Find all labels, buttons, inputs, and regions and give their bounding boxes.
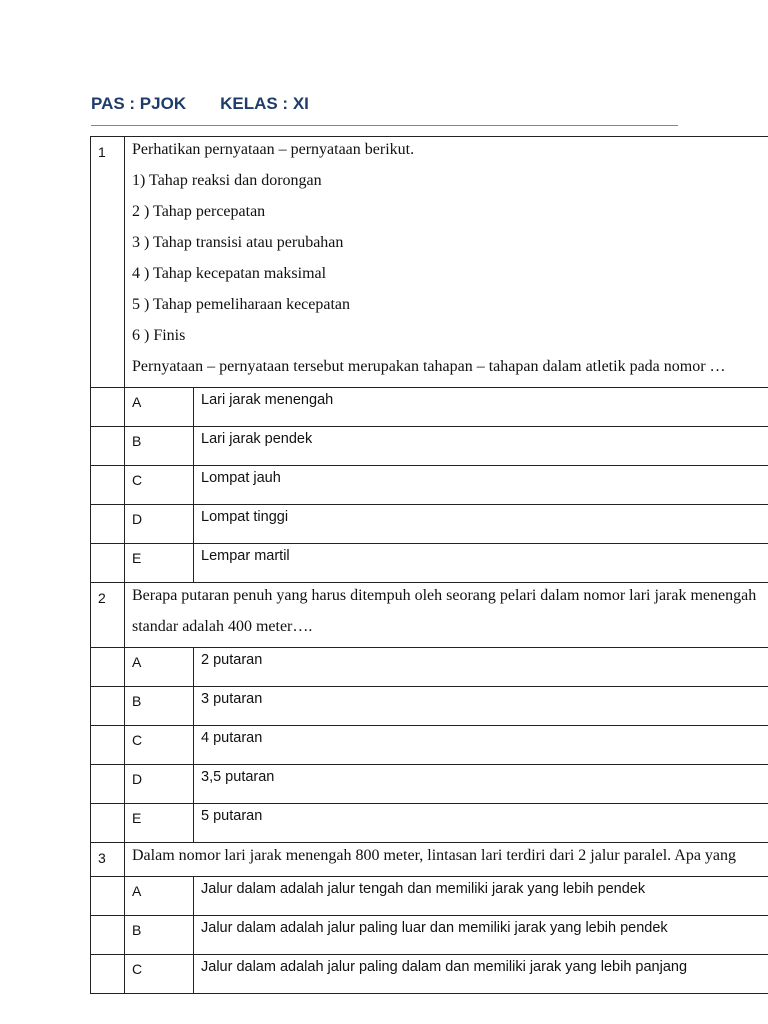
option-text: Jalur dalam adalah jalur paling dalam dan memiliki jarak yang lebih panjang xyxy=(194,955,768,994)
answer-option-row xyxy=(91,726,768,765)
empty-cell xyxy=(91,804,125,843)
option-letter: E xyxy=(125,544,194,583)
question-number: 3 xyxy=(91,843,125,877)
question-number: 2 xyxy=(91,583,125,648)
option-text: Lompat tinggi xyxy=(194,505,768,544)
option-text: Jalur dalam adalah jalur paling luar dan memiliki jarak yang lebih pendek xyxy=(194,916,768,955)
option-letter: C xyxy=(125,955,194,994)
option-letter: A xyxy=(125,388,194,427)
question-number: 1 xyxy=(91,137,125,388)
empty-cell xyxy=(91,466,125,505)
question-line: 3 ) Tahap transisi atau perubahan xyxy=(132,234,344,251)
option-text: Lompat jauh xyxy=(194,466,768,505)
question-text xyxy=(125,843,768,877)
answer-option-row xyxy=(91,505,768,544)
option-letter: C xyxy=(125,466,194,505)
empty-cell xyxy=(91,916,125,955)
option-letter: D xyxy=(125,505,194,544)
question-line: Berapa putaran penuh yang harus ditempuh oleh seorang pelari dalam nomor lari jarak menengah xyxy=(132,587,757,604)
answer-option-row xyxy=(91,466,768,505)
answer-option-row xyxy=(91,544,768,583)
answer-option-row xyxy=(91,427,768,466)
answer-option-row xyxy=(91,648,768,687)
option-letter: C xyxy=(125,726,194,765)
option-letter: B xyxy=(125,427,194,466)
empty-cell xyxy=(91,544,125,583)
option-text: 3 putaran xyxy=(194,687,768,726)
answer-option-row xyxy=(91,955,768,994)
option-text: 5 putaran xyxy=(194,804,768,843)
empty-cell xyxy=(91,388,125,427)
empty-cell xyxy=(91,427,125,466)
question-line: 6 ) Finis xyxy=(132,327,186,344)
answer-option-row xyxy=(91,687,768,726)
option-text: Lempar martil xyxy=(194,544,768,583)
option-letter: A xyxy=(125,648,194,687)
empty-cell xyxy=(91,765,125,804)
class-label: KELAS : XI xyxy=(220,94,309,113)
question-line: 1) Tahap reaksi dan dorongan xyxy=(132,172,322,189)
subject-label: PAS : PJOK xyxy=(91,94,187,113)
answer-option-row xyxy=(91,765,768,804)
question-row xyxy=(91,843,768,877)
option-text: 4 putaran xyxy=(194,726,768,765)
question-line: 2 ) Tahap percepatan xyxy=(132,203,266,220)
option-letter: D xyxy=(125,765,194,804)
question-text xyxy=(125,137,768,388)
question-row xyxy=(91,137,768,388)
option-letter: A xyxy=(125,877,194,916)
question-line: Dalam nomor lari jarak menengah 800 meter, lintasan lari terdiri dari 2 jalur paralel. Apa yang xyxy=(132,847,737,864)
question-row xyxy=(91,583,768,648)
option-letter: B xyxy=(125,687,194,726)
document-header xyxy=(91,94,309,114)
question-line: standar adalah 400 meter…. xyxy=(132,618,313,635)
answer-option-row xyxy=(91,916,768,955)
question-line: 5 ) Tahap pemeliharaan kecepatan xyxy=(132,296,351,313)
option-letter: B xyxy=(125,916,194,955)
empty-cell xyxy=(91,505,125,544)
empty-cell xyxy=(91,687,125,726)
question-line: Pernyataan – pernyataan tersebut merupakan tahapan – tahapan dalam atletik pada nomor … xyxy=(132,358,726,375)
answer-option-row xyxy=(91,877,768,916)
question-line: 4 ) Tahap kecepatan maksimal xyxy=(132,265,327,282)
question-table xyxy=(90,136,768,994)
option-text: Lari jarak menengah xyxy=(194,388,768,427)
answer-option-row xyxy=(91,804,768,843)
header-divider xyxy=(91,125,678,126)
question-text xyxy=(125,583,768,648)
question-line: Perhatikan pernyataan – pernyataan berikut. xyxy=(132,141,415,158)
answer-option-row xyxy=(91,388,768,427)
empty-cell xyxy=(91,955,125,994)
option-text: 2 putaran xyxy=(194,648,768,687)
option-text: 3,5 putaran xyxy=(194,765,768,804)
empty-cell xyxy=(91,726,125,765)
option-text: Lari jarak pendek xyxy=(194,427,768,466)
option-text: Jalur dalam adalah jalur tengah dan memiliki jarak yang lebih pendek xyxy=(194,877,768,916)
empty-cell xyxy=(91,648,125,687)
empty-cell xyxy=(91,877,125,916)
option-letter: E xyxy=(125,804,194,843)
